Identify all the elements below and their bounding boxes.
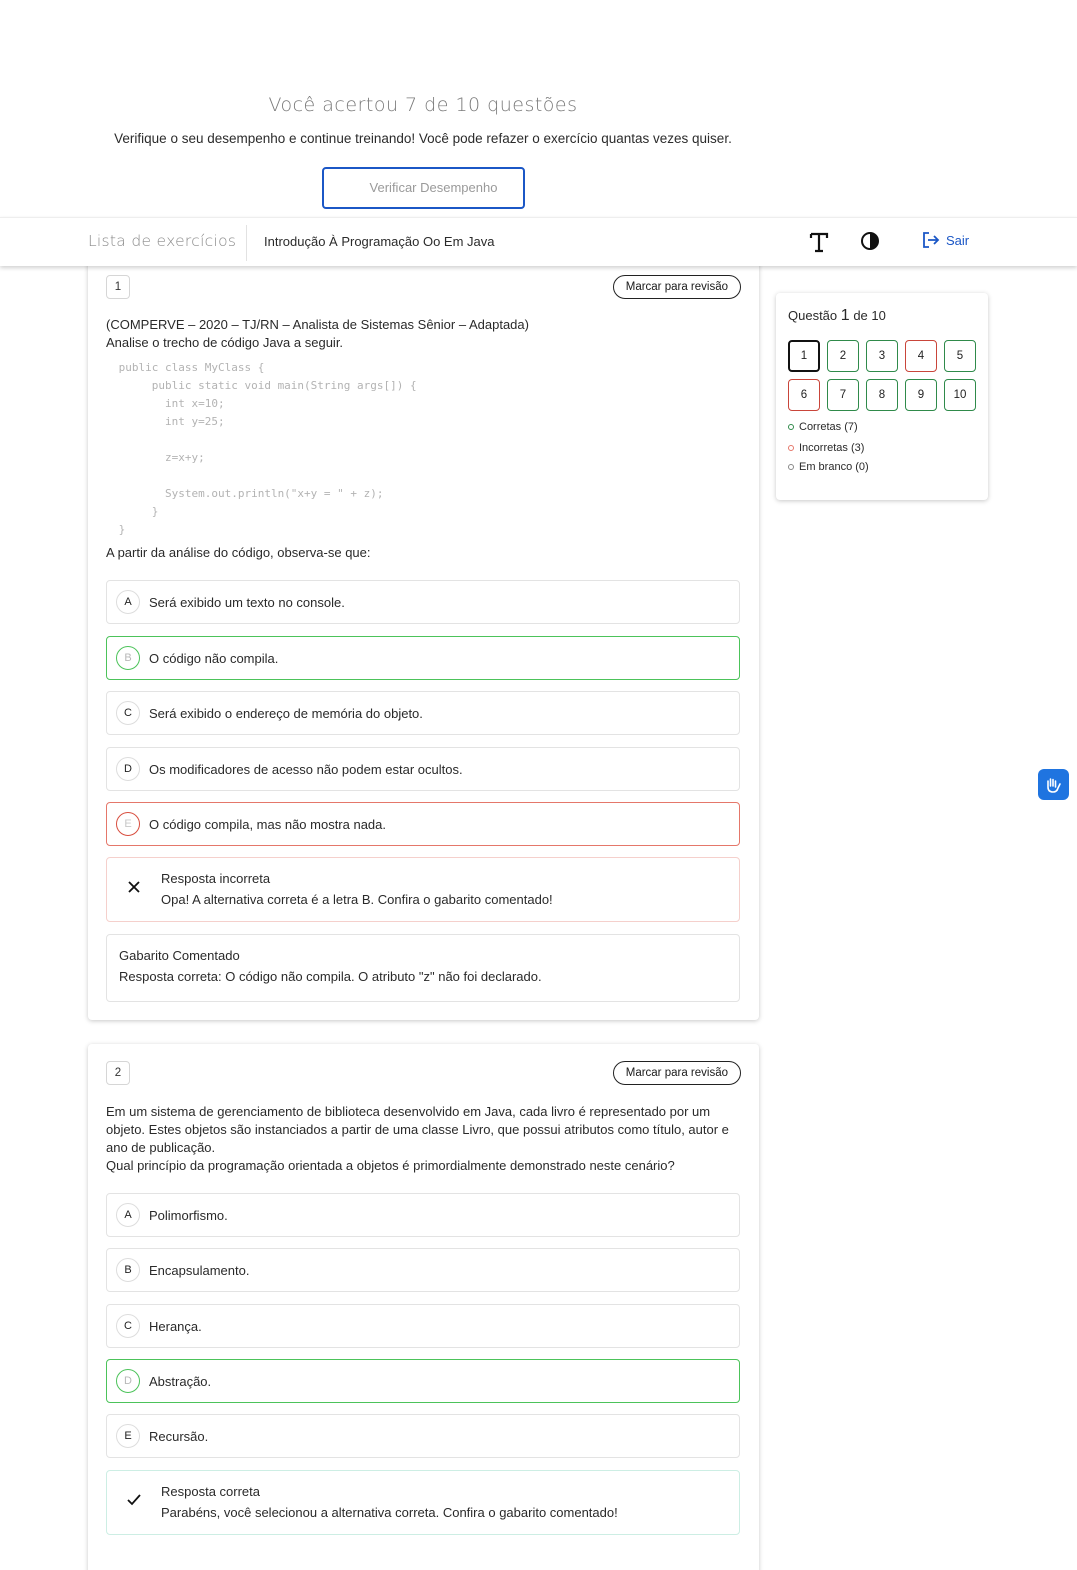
alternative-letter: B (116, 646, 140, 670)
legend-blank-label: Em branco (0) (799, 461, 869, 473)
question-text-line: objeto. Estes objetos são instanciados a partir de uma classe Livro, que possui atributos como título, autor e (106, 1122, 729, 1137)
alternative-a[interactable] (106, 1193, 740, 1237)
font-size-icon[interactable] (808, 230, 830, 254)
question-card-2 (88, 1044, 759, 1570)
alternative-letter: C (116, 701, 140, 725)
blank-dot-icon (788, 464, 794, 470)
result-subtitle: Verifique o seu desempenho e continue treinando! Você pode refazer o exercício quantas vezes quiser. (114, 131, 732, 146)
alternative-text: Polimorfismo. (149, 1207, 228, 1223)
legend-blank (788, 461, 869, 473)
question-intro: Analise o trecho de código Java a seguir. (106, 335, 344, 350)
question-text-line: Em um sistema de gerenciamento de biblioteca desenvolvido em Java, cada livro é representado por um (106, 1104, 711, 1119)
alternative-letter: D (116, 1369, 140, 1393)
alternative-e[interactable] (106, 802, 740, 846)
alternative-letter: A (116, 1203, 140, 1227)
navigator-cell-9[interactable]: 9 (905, 379, 937, 411)
navigator-cell-2[interactable]: 2 (827, 340, 859, 372)
brand-title[interactable]: Lista de exercícios (88, 232, 237, 250)
alternative-c[interactable] (106, 1304, 740, 1348)
legend-correct (788, 421, 858, 433)
alternative-letter: C (116, 1314, 140, 1338)
exit-label: Sair (946, 232, 970, 248)
alternative-text: Encapsulamento. (149, 1262, 250, 1278)
alternative-letter: E (116, 1424, 140, 1448)
correct-dot-icon (788, 424, 794, 430)
question-text-line: ano de publicação. (106, 1140, 216, 1155)
alternative-d[interactable] (106, 747, 740, 791)
alternative-letter: E (116, 812, 140, 836)
question-number: 2 (106, 1061, 130, 1085)
question-prompt: Qual princípio da programação orientada a objetos é primordialmente demonstrado neste cenário? (106, 1158, 675, 1173)
contrast-icon[interactable] (860, 231, 880, 251)
exit-button[interactable] (922, 232, 969, 248)
alternative-text: Será exibido um texto no console. (149, 594, 345, 610)
code-snippet: public class MyClass { public static void main(String args[]) { int x=10; int y=25; z=x+y; System.out.println("x+y = " + z); } } (118, 361, 417, 536)
alternative-letter: A (116, 590, 140, 614)
alternative-text: Abstração. (149, 1373, 212, 1389)
feedback-incorrect (106, 857, 740, 922)
question-source: (COMPERVE – 2020 – TJ/RN – Analista de Sistemas Sênior – Adaptada) (106, 317, 529, 332)
incorrect-dot-icon (788, 445, 794, 451)
feedback-title: Resposta incorreta (161, 871, 271, 886)
header-divider (246, 225, 247, 261)
alternative-a[interactable] (106, 580, 740, 624)
feedback-correct (106, 1470, 740, 1535)
alternative-text: Recursão. (149, 1428, 209, 1444)
logout-icon (922, 232, 940, 248)
navigator-cell-3[interactable]: 3 (866, 340, 898, 372)
navigator-label-suffix: de 10 (853, 308, 886, 323)
question-prompt: A partir da análise do código, observa-se que: (106, 545, 371, 560)
mark-for-review-button[interactable]: Marcar para revisão (613, 1061, 741, 1085)
alternative-d[interactable] (106, 1359, 740, 1403)
navigator-label-prefix: Questão (788, 308, 838, 323)
navigator-cell-5[interactable]: 5 (944, 340, 976, 372)
alternative-e[interactable] (106, 1414, 740, 1458)
alternative-b[interactable] (106, 1248, 740, 1292)
mark-for-review-button[interactable]: Marcar para revisão (613, 275, 741, 299)
feedback-text: Opa! A alternativa correta é a letra B. Confira o gabarito comentado! (161, 892, 553, 907)
check-icon (125, 1491, 143, 1509)
close-icon (125, 878, 143, 896)
answer-commentary (106, 934, 740, 1002)
alternative-letter: B (116, 1258, 140, 1282)
question-card-1 (88, 260, 759, 1020)
navigator-cell-8[interactable]: 8 (866, 379, 898, 411)
sign-language-icon (1044, 775, 1064, 795)
question-navigator (776, 293, 988, 500)
legend-correct-label: Corretas (7) (799, 421, 858, 433)
navigator-cell-6[interactable]: 6 (788, 379, 820, 411)
accessibility-widget-button[interactable] (1038, 769, 1069, 800)
alternative-c[interactable] (106, 691, 740, 735)
alternative-text: Herança. (149, 1318, 202, 1334)
navigator-cell-4[interactable]: 4 (905, 340, 937, 372)
result-title: Você acertou 7 de 10 questões (268, 94, 578, 116)
navigator-grid (788, 340, 978, 411)
commentary-text: Resposta correta: O código não compila. O atributo "z" não foi declarado. (119, 969, 542, 984)
navigator-cell-10[interactable]: 10 (944, 379, 976, 411)
top-header (0, 217, 1077, 266)
alternative-text: Será exibido o endereço de memória do objeto. (149, 705, 423, 721)
legend-incorrect-label: Incorretas (3) (799, 442, 865, 454)
legend-incorrect (788, 442, 864, 454)
navigator-title (788, 307, 886, 325)
navigator-current: 1 (840, 307, 850, 324)
alternative-text: O código não compila. (149, 650, 279, 666)
feedback-text: Parabéns, você selecionou a alternativa correta. Confira o gabarito comentado! (161, 1505, 618, 1520)
alternative-b[interactable] (106, 636, 740, 680)
navigator-cell-1[interactable]: 1 (788, 340, 820, 372)
alternative-text: O código compila, mas não mostra nada. (149, 816, 387, 832)
verify-performance-button[interactable]: Verificar Desempenho (322, 167, 525, 209)
alternative-text: Os modificadores de acesso não podem estar ocultos. (149, 761, 463, 777)
alternative-letter: D (116, 757, 140, 781)
feedback-title: Resposta correta (161, 1484, 260, 1499)
question-number: 1 (106, 275, 130, 299)
navigator-cell-7[interactable]: 7 (827, 379, 859, 411)
course-title: Introdução À Programação Oo Em Java (264, 234, 495, 249)
commentary-title: Gabarito Comentado (119, 948, 240, 963)
